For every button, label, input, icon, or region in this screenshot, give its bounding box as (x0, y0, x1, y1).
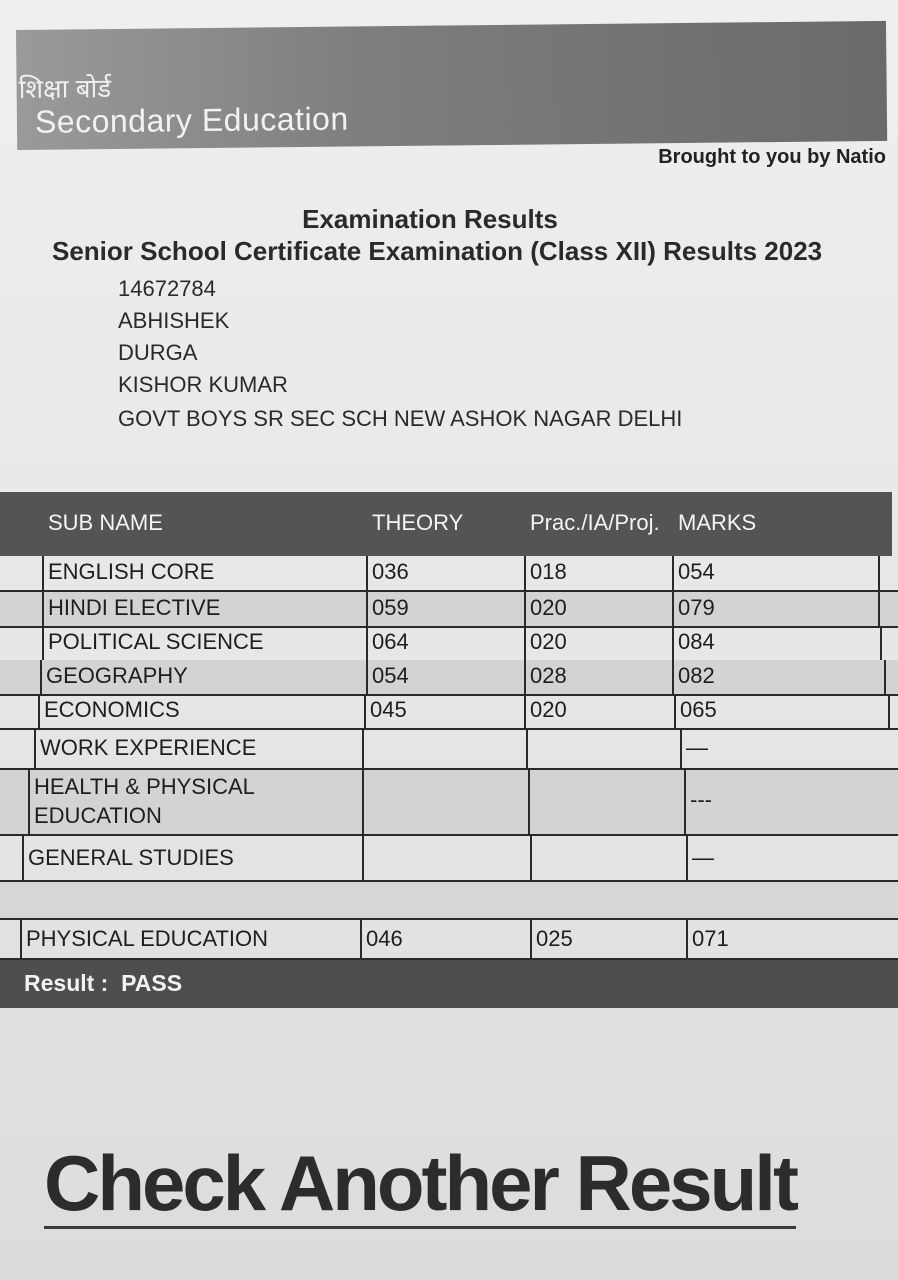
theory-marks: 054 (366, 660, 524, 694)
total-marks: 065 (674, 694, 890, 728)
exam-subtitle: Senior School Certificate Examination (Class XII) Results 2023 (52, 236, 823, 266)
practical-marks: 020 (524, 626, 672, 660)
header-practical: Prac./IA/Proj. (530, 510, 660, 535)
theory-marks: 064 (366, 626, 524, 660)
result-value: PASS (121, 970, 183, 996)
practical-marks (528, 770, 684, 834)
table-row (0, 556, 898, 592)
table-row (0, 694, 898, 730)
theory-marks: 046 (360, 920, 530, 958)
theory-marks (362, 728, 526, 768)
header-banner (16, 21, 887, 150)
table-header (0, 492, 892, 556)
total-marks: — (686, 836, 898, 880)
result-status (24, 970, 182, 997)
practical-marks: 020 (524, 694, 674, 728)
theory-marks: 045 (364, 694, 524, 728)
practical-marks: 025 (530, 920, 686, 958)
subject-name: PHYSICAL EDUCATION (20, 920, 360, 958)
table-row (0, 836, 898, 882)
header-theory: THEORY (372, 510, 464, 535)
subject-name: POLITICAL SCIENCE (42, 626, 366, 660)
practical-marks: 018 (524, 556, 672, 590)
theory-marks: 036 (366, 556, 524, 590)
subject-name: ENGLISH CORE (42, 556, 366, 590)
header-sub-name: SUB NAME (48, 510, 163, 535)
total-marks: --- (684, 770, 898, 834)
table-row (0, 592, 898, 628)
exam-title: Examination Results (302, 204, 558, 234)
subject-name: GEOGRAPHY (40, 660, 366, 694)
theory-marks (362, 836, 530, 880)
school-name: GOVT BOYS SR SEC SCH NEW ASHOK NAGAR DELHI (118, 406, 683, 431)
father-name: KISHOR KUMAR (118, 372, 288, 397)
subject-name: WORK EXPERIENCE (34, 728, 362, 768)
subject-name: GENERAL STUDIES (22, 836, 362, 880)
subject-name-line1: HEALTH & PHYSICAL (34, 774, 255, 799)
brought-by-text: Brought to you by Natio (658, 146, 886, 168)
roll-number: 14672784 (118, 276, 216, 301)
theory-marks (362, 770, 528, 834)
subject-name: HINDI ELECTIVE (42, 592, 366, 626)
total-marks: 082 (672, 660, 886, 694)
additional-subject-row (0, 920, 898, 960)
practical-marks: 028 (524, 660, 672, 694)
total-marks: 071 (686, 920, 898, 958)
practical-marks (530, 836, 686, 880)
board-english-name: Secondary Education (34, 100, 349, 140)
result-label: Result : (24, 970, 109, 996)
table-row (0, 770, 898, 836)
total-marks: 079 (672, 592, 880, 626)
table-row (0, 660, 898, 696)
student-name: ABHISHEK (118, 308, 230, 333)
check-another-result-link[interactable]: Check Another Result (44, 1139, 796, 1227)
total-marks: — (680, 728, 898, 768)
result-bar (0, 960, 898, 1008)
header-marks: MARKS (678, 510, 757, 535)
subject-name (28, 770, 362, 834)
subject-name-line2: EDUCATION (34, 803, 162, 828)
mother-name: DURGA (118, 340, 198, 365)
practical-marks: 020 (524, 592, 672, 626)
total-marks: 084 (672, 626, 882, 660)
table-row (0, 626, 898, 662)
theory-marks: 059 (366, 592, 524, 626)
table-spacer (0, 882, 898, 920)
total-marks: 054 (672, 556, 880, 590)
table-row (0, 728, 898, 770)
practical-marks (526, 728, 680, 768)
board-hindi-name: शिक्षा बोर्ड (18, 73, 112, 104)
subject-name: ECONOMICS (38, 694, 364, 728)
